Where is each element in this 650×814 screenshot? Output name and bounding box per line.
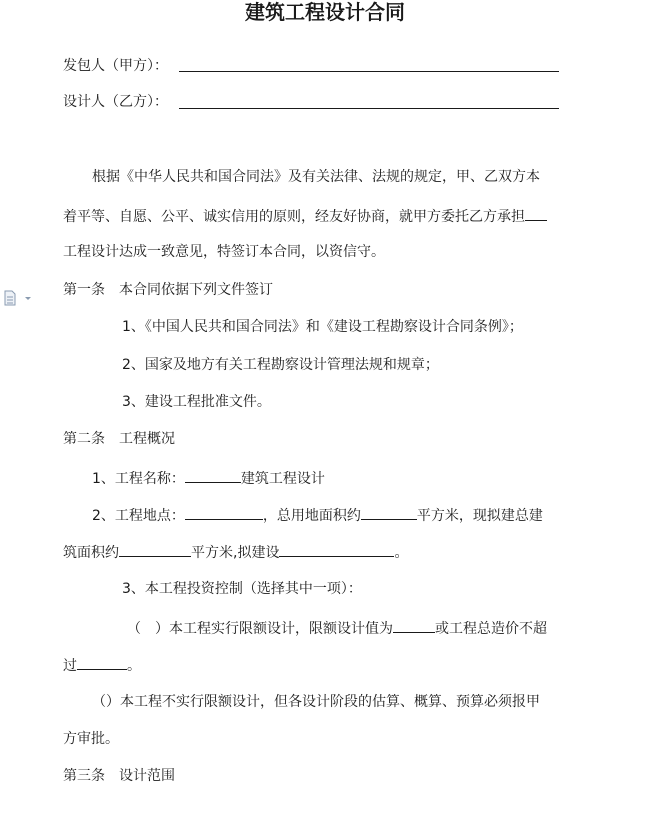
option-1-text-mid: 或工程总造价不超 [435,621,547,637]
intro-line-2 [63,205,547,227]
construction-blank[interactable] [279,541,394,557]
site-area-text: ，总用地面积约 [262,508,361,524]
article-3-heading: 第三条 设计范围 [63,768,175,784]
floor-area-text: 平方米,拟建设 [191,545,280,561]
document-title: 建筑工程设计合同 [245,0,405,24]
option-1-l2-end: 。 [127,658,141,674]
total-cost-blank[interactable] [77,654,127,670]
party-a-label: 发包人（甲方）： [63,58,168,74]
party-b-blank[interactable] [179,108,559,109]
article-1-item: 3、建设工程批准文件。 [122,394,271,410]
option-2-line-2: 方审批。 [63,731,119,747]
investment-control-label: 3、本工程投资控制（选择其中一项）： [122,581,362,597]
floor-area-line [63,541,408,563]
option-2-line-1: （）本工程不实行限额设计，但各设计阶段的估算、概算、预算必须报甲 [92,694,540,710]
party-a-blank[interactable] [179,71,559,72]
project-site-line [92,504,543,526]
site-area-unit: 平方米，现拟建总建 [416,508,543,524]
party-b-label: 设计人（乙方）： [63,94,168,110]
option-1-line-1 [127,617,547,639]
project-site-label: 2、工程地点： [92,508,185,524]
intro-line-2-text: 着平等、自愿、公平、诚实信用的原则，经友好协商，就甲方委托乙方承担 [63,209,525,225]
project-site-blank[interactable] [185,504,263,520]
option-1-line-2 [63,654,141,676]
option-1-text-start: （ ）本工程实行限额设计，限额设计值为 [127,621,393,637]
floor-area-end: 。 [394,545,409,561]
intro-line-1: 根据《中华人民共和国合同法》及有关法律、法规的规定，甲、乙双方本 [92,169,540,185]
article-1-item: 2、国家及地方有关工程勘察设计管理法规和规章； [122,357,439,373]
dropdown-arrow-icon [25,297,31,300]
article-1-heading: 第一条 本合同依据下列文件签订 [63,282,273,298]
project-blank[interactable] [525,205,547,221]
article-2-heading: 第二条 工程概况 [63,431,175,447]
project-name-value: 建筑工程设计 [240,471,325,487]
document-icon[interactable] [4,290,34,306]
article-1-item: 1、《中国人民共和国合同法》和《建设工程勘察设计合同条例》； [122,319,523,335]
project-name-blank[interactable] [185,467,241,483]
project-name-line [92,467,325,489]
option-1-l2-start: 过 [63,658,77,674]
floor-area-label: 筑面积约 [63,545,119,561]
limit-value-blank[interactable] [393,617,435,633]
intro-line-3: 工程设计达成一致意见，特签订本合同，以资信守。 [63,244,385,260]
floor-area-blank[interactable] [119,541,191,557]
site-area-blank[interactable] [361,504,417,520]
project-name-label: 1、工程名称： [92,471,185,487]
